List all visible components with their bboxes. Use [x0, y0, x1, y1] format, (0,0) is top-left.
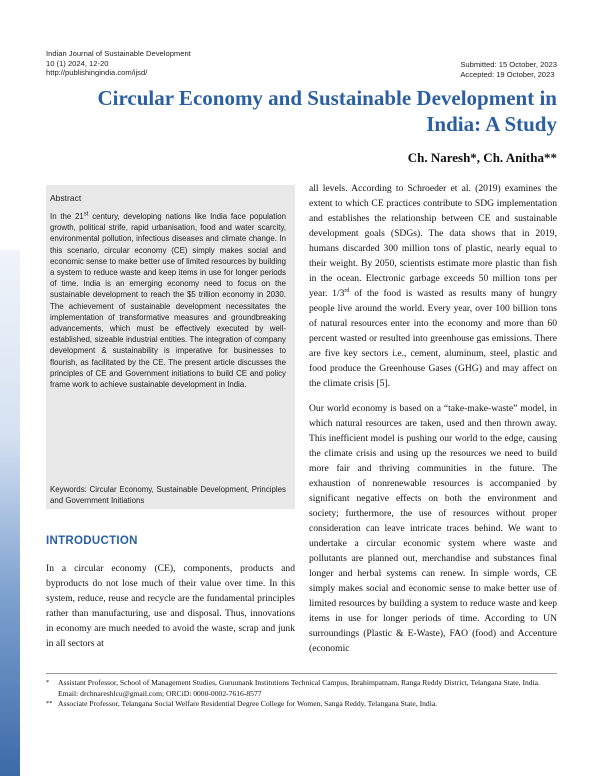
paragraph-1: [309, 181, 557, 391]
footnote-item: [46, 699, 557, 710]
abstract-text-start: In the 21: [50, 212, 84, 221]
abstract-superscript: st: [83, 211, 89, 218]
footnote-text: Associate Professor, Telangana Social Welfare Residential Degree College for Women, Sanga Reddy, Telangana State, India.: [58, 699, 438, 708]
introduction-heading: INTRODUCTION: [46, 535, 138, 547]
footnote-mark: *: [46, 679, 50, 686]
article-title: Circular Economy and Sustainable Development in India: A Study: [97, 86, 557, 136]
abstract-heading: Abstract: [50, 193, 82, 203]
paragraph-1-superscript: rd: [344, 287, 350, 294]
article-authors: Ch. Naresh*, Ch. Anitha**: [407, 150, 557, 165]
journal-info: [46, 49, 191, 78]
accepted-date: Accepted: 19 October, 2023: [460, 69, 555, 79]
footnote-item: [46, 678, 557, 699]
journal-name: Indian Journal of Sustainable Development: [46, 49, 191, 58]
right-column: [309, 181, 557, 666]
abstract-text-rest: century, developing nations like India face population growth, political strife, rapid urbanisation, food and water scarcity, environmental pollution, infectious diseases and climate change. In this scenario, circular economy (CE) simply makes social and economic sense to make better use of limited resources by building a system to reduce waste and keep items in use for longer periods of time. India is an emerging economy need to focus on the sustainable development to reach the $5 trillion economy in 2030. The achievement of sustainable development necessitates the implementation of transformative measures and groundbreaking advancements, which must be effectively executed by well-established, sizeable industrial entities. The integration of company development & sustainability is imperative for businesses to flourish, as facilitated by the CE. The present article discusses the principles of CE and Government initiations to build CE and policy frame work to achieve sustainable development in India.: [50, 212, 286, 390]
volume-pages: 10 (1) 2024, 12-20: [46, 58, 109, 68]
introduction-text: In a circular economy (CE), components, products and byproducts do not lose much of their value over time. In this system, reduce, reuse and recycle are the fundamental principles rather than manufacturing, use and disposal. Thus, innovations in economy are much needed to avoid the waste, scrap and junk in all sectors at: [46, 563, 295, 649]
decorative-sidebar: [0, 250, 20, 776]
footnotes: [46, 678, 557, 710]
paragraph-1-rest: of the food is wasted as results many of hungry people live around the world. Every year, over 100 billion tons of natural resources enter into the economy and more than 60 percent wasted or resulted into greenhouse gas emissions. There are five key sectors i.e., cement, aluminum, steel, plastic and food produce the Greenhouse Gases (GHG) and may affect on the climate crisis [5].: [309, 288, 557, 389]
footnote-mark: **: [46, 700, 53, 707]
paragraph-2: Our world economy is based on a “take-make-waste” model, in which natural resources are taken, used and then thrown away. This inefficient model is pushing our world to the edge, causing the climate crisis and using up the resources we need to build more fair and thriving communities in the future. The exhaustion of nonrenewable resources is accompanied by significant negative effects on both the environment and society; furthermore, the use of resources without proper consideration can leave intricate traces behind. We want to undertake a circular economic system where waste and pollutants are planned out, merchandise and substances final longer and herbal systems can renew. In simple words, CE simply makes social and economic sense to make better use of limited resources by building a system to reduce waste and keep items in use for longer periods of time. According to UN surroundings (Plastic & E-Waste), FAO (food) and Accenture (economic: [309, 403, 557, 654]
keywords: Keywords: Circular Economy, Sustainable Development, Principles and Government Initiations: [50, 485, 286, 505]
submitted-date: Submitted: 15 October, 2023: [460, 60, 557, 69]
footnote-divider: [46, 673, 557, 674]
paragraph-1-start: all levels. According to Schroeder et al. (2019) examines the extent to which CE practices contribute to SDG implementation and establishes the relationship between CE and sustainable development goals (SDGs). The data shows that in 2019, humans discarded 300 million tons of plastic, nearly equal to their weight. By 2050, scientists estimate more plastic than fish in the ocean. Electronic garbage exceeds 50 million tons per year. 1/3: [309, 183, 557, 299]
footnote-text: Assistant Professor, School of Management Studies, Guruunank Institutions Technical Campus, Ibrahimpatnam, Ranga Reddy District, Telangana State, India. Email: drchnareshlcu@gmail.com; ORCiD: 0000-0002-7616-8577: [58, 678, 540, 698]
journal-url[interactable]: http://publishingindia.com/ijsd/: [46, 68, 148, 77]
abstract-text: [50, 211, 286, 390]
submission-dates: [460, 60, 557, 79]
